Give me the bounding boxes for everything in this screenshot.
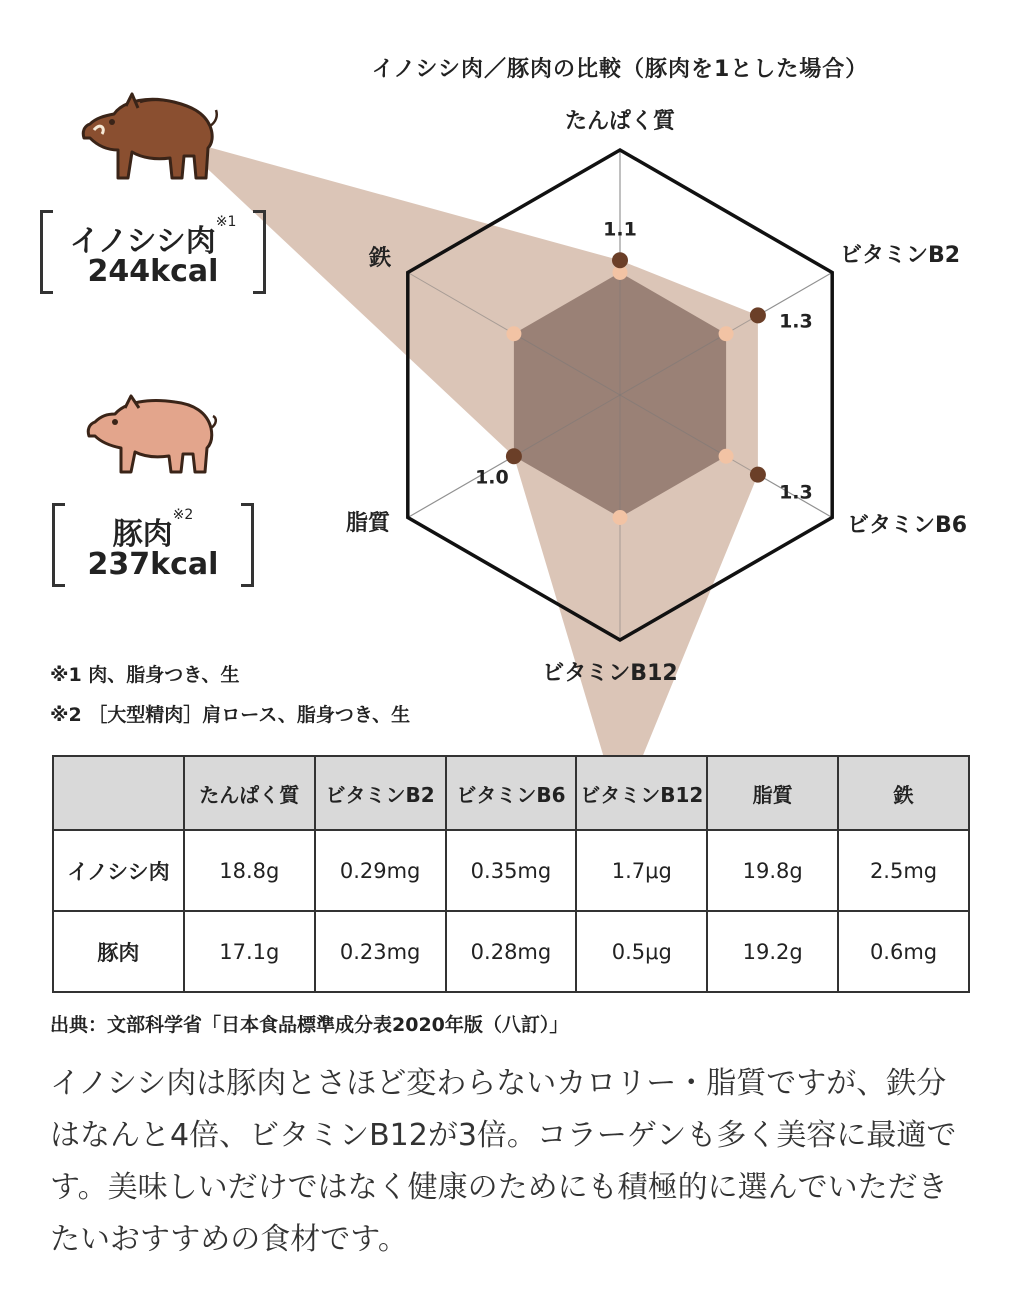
table-header-cell (53, 756, 184, 830)
table-cell: 17.1g (184, 911, 315, 992)
boar-name: イノシシ肉$^{※1}$ (69, 214, 237, 259)
note-2: ※2 ［大型精肉］肩ロース、脂身つき、生 (50, 704, 411, 726)
table-cell: 18.8g (184, 830, 315, 911)
category-label: ビタミンB2 (839, 243, 961, 268)
category-label: ビタミンB6 (846, 513, 968, 538)
table-cell: 2.5mg (838, 830, 969, 911)
boar-point (506, 448, 522, 464)
boar-point (750, 467, 766, 483)
pork-point (613, 510, 628, 525)
table-header-row (53, 756, 969, 830)
data-label: 1.3 (779, 310, 813, 333)
chart-title: イノシシ肉／豚肉の比較（豚肉を1とした場合） (371, 57, 869, 82)
table-row (53, 911, 969, 992)
row-label: イノシシ肉 (53, 830, 184, 911)
table-header-cell: ビタミンB12 (576, 756, 707, 830)
table-cell: 19.2g (707, 911, 838, 992)
table-cell: 0.6mg (838, 911, 969, 992)
category-label: 脂質 (345, 511, 391, 536)
category-label: たんぱく質 (564, 109, 676, 134)
boar-point (612, 252, 628, 268)
table-cell: 0.35mg (446, 830, 577, 911)
table-cell: 0.28mg (446, 911, 577, 992)
table-row (53, 830, 969, 911)
pork-point (506, 326, 521, 341)
table-header-cell: たんぱく質 (184, 756, 315, 830)
source-citation: 出典：文部科学省「日本食品標準成分表2020年版（八訂）」 (50, 1014, 569, 1036)
boar-icon (80, 92, 220, 187)
table-header-cell: ビタミンB6 (446, 756, 577, 830)
data-label: 1.1 (603, 218, 637, 241)
boar-kcal-box (40, 210, 266, 290)
comparison-table (52, 755, 970, 993)
table-header-cell: 鉄 (838, 756, 969, 830)
row-label: 豚肉 (53, 911, 184, 992)
table-header-cell: ビタミンB2 (315, 756, 446, 830)
pork-point (719, 449, 734, 464)
pork-kcal-box (52, 503, 254, 583)
boar-point (750, 307, 766, 323)
pork-kcal: 237kcal (87, 547, 219, 582)
table-cell: 0.5μg (576, 911, 707, 992)
table-header-cell: 脂質 (707, 756, 838, 830)
pork-point (719, 326, 734, 341)
data-label: 1.0 (475, 466, 509, 489)
table-cell: 19.8g (707, 830, 838, 911)
pig-icon (85, 392, 220, 477)
pork-name: 豚肉$^{※2}$ (112, 507, 194, 552)
category-label: ビタミンB12 (542, 661, 678, 686)
table-cell: 1.7μg (576, 830, 707, 911)
table-cell: 0.29mg (315, 830, 446, 911)
table-cell: 0.23mg (315, 911, 446, 992)
boar-kcal: 244kcal (87, 254, 219, 289)
note-1: ※1 肉、脂身つき、生 (50, 664, 240, 686)
description-text: イノシシ肉は豚肉とさほど変わらないカロリー・脂質ですが、鉄分はなんと4倍、ビタミンB12が3倍。コラーゲンも多く美容に最適です。美味しいだけではなく健康のためにも積極的に選んでいただきたいおすすめの食材です。 (50, 1066, 957, 1257)
category-label: 鉄 (368, 246, 392, 271)
data-label: 1.3 (779, 481, 813, 504)
